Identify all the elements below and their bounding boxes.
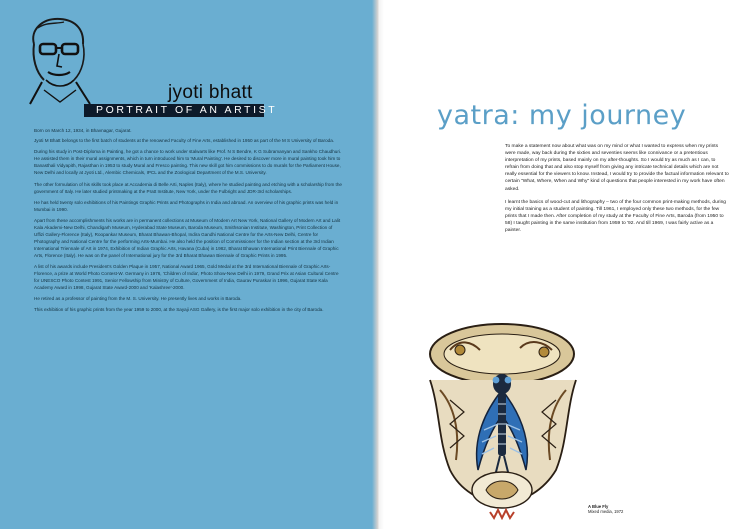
artist-name: jyoti bhatt — [168, 82, 253, 103]
bio-paragraph: Apart from these accomplishments his works are in permanent collections at Museum of Modern Art New York, National Gallery of Modern Art and Lalit Kala Akademi-New Delhi, Chandigarh Museum, Hyderabad State Museum, Baroda Museum, Smithsonian Institute, Washington, Print Collection of Uffizi Gallery-Florence (Italy), Roopankar Museum, Bharat Bhawan-Bhopal, Indira Gandhi National Centre for the Arts-New Delhi, Centre for Photography and National Centre for the performing Arts-Mumbai. He also held the position of Commissioner for the Indian section at the 3rd Indian International Triennale of Art in 1974, Exhibition of Indian Graphic Arts, Havana (Cuba) in 1982, Bharat Bhawan International Print Biennale of Graphic Arts, Florence (Italy). He was on the panel of International jury for the 3rd Bharat Bhawan Biennale of Graphic Prints in 1995. — [34, 217, 341, 258]
bio-paragraph: Born on March 12, 1934, in Bhavnagar, Gujarat. — [34, 128, 132, 133]
essay-paragraph: To make a statement now about what was on my mind or what I wanted to express when my prints were made, way back during the sixties and seventies seems like connivance or a pretentious interpretation of my prints, based mainly on my after-thoughts. So I would try as much as I can, to refrain from doing that and also stop myself from giving any intricate technical details which are not really essential for the viewers to know. Instead, I would try to provide the factual information relevant to certain "What, Where, When and Why" kind of questions that people interested in my work have often asked. — [505, 144, 729, 192]
bio-paragraph: A list of his awards include President's Golden Plaque in 1957, National Award 1965, Gold Medal at the 3rd International Biennale of Graphic Arts-Florence, a prize at World Photo Contest-W. Germany in 1976, 'Children of India', Photo Show-New Delhi in 1979, Grand Prix at Asian Cultural Centre for UNESCO Photo Contest 1991, Senior Fellowship from Ministry of Culture, Government of India, Gaurav Puraskar in 1996, Gujarat State Kala Academy Award in 1998, Gujarat State Award-2000 and 'Kalashree'-2000. — [34, 263, 339, 290]
artist-portrait-sketch — [20, 14, 100, 106]
portrait-subtitle: PORTRAIT OF AN ARTIST — [96, 104, 278, 116]
bio-paragraph: This exhibition of his graphic prints from the year 1959 to 2000, at the Sayaji ASG Gallery, is the first major solo exhibition in the city of Baroda. — [34, 307, 324, 313]
bio-paragraph: Jyoti M Bhatt belongs to the first batch of students at the renowned Faculty of Fine Arts, established in 1950 as part of the M S University of Baroda. — [34, 138, 335, 144]
bio-paragraph: The other formulation of his skills took place at Accademia di Belle Arti, Naples (Italy), where he studied painting and etching with a scholarship from the government of Italy. He later studied printmaking at the Pratt Institute, New York, under the Fulbright and JDR-3rd scholarships. — [34, 181, 342, 194]
bio-paragraph: During his study in Post-Diploma in Painting, he got a chance to work under stalwarts like Prof. N S Bendre, K G Subramanyan and Sankho Chaudhuri. He assisted them in their mural assignments, which in turn introduced him to 'Mural Painting'. He desired to discover more in mural painting took him to Banasthali Vidyapith, Rajasthan in 1953 to study Mural and Fresco painting. This new skill got him commissions to do murals for the Parliament House, New Delhi and locally at Jyoti Ltd., Alembic Chemicals, IPCL and the Zoological Department of the M.S. University. — [34, 149, 342, 176]
artwork-caption — [588, 504, 623, 515]
artwork-details: Mixed media, 1972 — [588, 509, 624, 515]
blue-fly-artwork — [420, 320, 586, 520]
bio-paragraph: He retired as a professor of painting from the M. S. University. He presently lives and works in Baroda. — [34, 295, 242, 301]
artist-biography — [34, 127, 342, 317]
artwork-title: A Blue Fly — [588, 504, 609, 509]
essay-text — [505, 143, 730, 240]
page-gutter — [372, 0, 384, 529]
essay-heading: yatra: my journey — [437, 100, 687, 131]
bio-paragraph: He has held twenty solo exhibitions of his Paintings Graphic Prints and Photographs in India and abroad. An overview of his graphic prints was held in Mumbai in 1990. — [34, 199, 339, 212]
essay-paragraph: I learnt the basics of wood-cut and lithography – two of the four common print-making methods, during my initial training as a student of painting. Till 1961, I employed only these two methods, for the few prints that I made then. After completion of my study at the Faculty of Fine Arts, Baroda (from 1950 to 58) I taught painting in the same institution from 1959 to '92. And till 1969, I was fairly active as a painter. — [505, 199, 727, 234]
